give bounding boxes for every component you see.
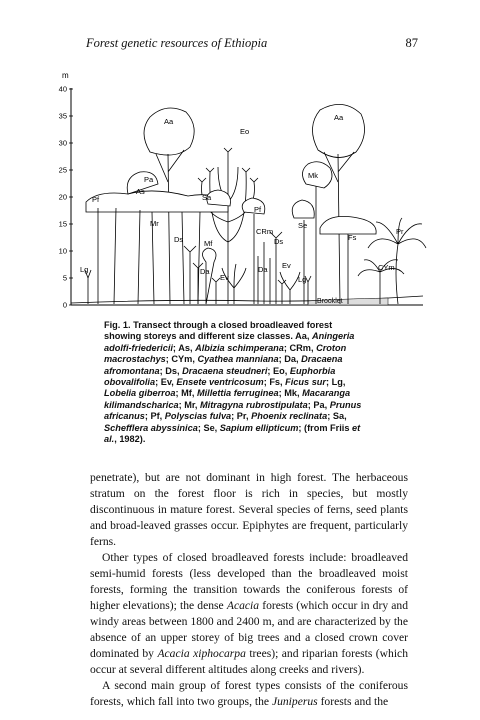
y-tick-label: 0	[62, 300, 67, 310]
legend-code: Mk,	[284, 388, 303, 399]
paragraph-3-part: A second main group of forest types consists of the coniferous forests, which fall into two groups, the	[90, 679, 408, 708]
y-tick-label: 15	[58, 219, 67, 229]
legend-code: Lg,	[331, 377, 346, 388]
paragraph-2-part: Other types of closed broadleaved forests include: broadleaved semi-humid forests (less developed than the broadleaved moist forests, forming the transition towards the coniferous forests of higher elevations); the dense	[90, 551, 408, 612]
paragraph-2	[90, 550, 408, 678]
canopy-trunks	[98, 208, 200, 304]
label-pa: Pa	[144, 175, 154, 184]
legend-species-name: Cyathea manniana	[197, 354, 279, 365]
label-da: Da	[200, 267, 210, 276]
ensete-right	[280, 272, 300, 304]
legend-species-name: Aningeria adolfi-friedericii	[104, 331, 355, 353]
legend-separator: ;	[178, 399, 185, 410]
label-ds: Ds	[174, 235, 184, 244]
transect-drawing	[58, 72, 430, 318]
trunk-aa-left	[156, 150, 184, 304]
legend-code: Da,	[284, 354, 302, 365]
legend-separator: ;	[175, 388, 182, 399]
lobelia-left	[85, 270, 91, 304]
y-tick-label: 25	[58, 165, 67, 175]
legend-code: Pr,	[236, 411, 252, 422]
legend-species-name: Dracaena steudneri	[182, 365, 268, 376]
legend-code: Sa,	[332, 411, 347, 422]
paragraph-3	[90, 678, 408, 710]
tree-mf	[202, 248, 216, 304]
paragraph-2-italic: Acacia	[226, 599, 260, 612]
label-sa: Sa	[202, 193, 212, 202]
label-da: Da	[258, 265, 268, 274]
legend-species-name: Lobelia giberroa	[104, 388, 176, 399]
y-tick-label: 20	[58, 192, 67, 202]
tree-fs	[320, 216, 376, 234]
label-se: Se	[298, 221, 308, 230]
paragraph-2-part: trees); and riparian forests (which occur at several different altitudes along creeks and rivers).	[90, 647, 408, 676]
legend-code: Mf,	[181, 388, 197, 399]
legend-code: Aa,	[295, 331, 312, 342]
caption-label: Fig. 1.	[104, 320, 131, 330]
tree-aa-left	[144, 108, 194, 155]
legend-species-name: Ficus sur	[285, 377, 326, 388]
label-pf: Pf	[92, 195, 100, 204]
legend-species-name: Euphorbia obovalifolia	[104, 365, 336, 388]
legend-species-name: Albizia schimperana	[195, 342, 284, 353]
caption-source-suffix: , 1982).	[114, 434, 146, 445]
label-lg: Lg	[80, 265, 89, 274]
caption-source-prefix: (from Friis	[304, 422, 353, 433]
legend-separator: ;	[159, 365, 166, 376]
legend-separator: ;	[155, 377, 161, 388]
label-lg: Lg	[298, 275, 307, 284]
label-mf: Mf	[204, 239, 213, 248]
caption-source-etal: et al.	[104, 422, 361, 445]
legend-code: Ev,	[160, 377, 177, 388]
label-mr: Mr	[150, 219, 159, 228]
legend-separator: ;	[165, 354, 172, 365]
legend-code: CYm,	[171, 354, 198, 365]
legend-separator: ;	[327, 411, 333, 422]
page-number: 87	[405, 36, 418, 50]
legend-species-name: Macaranga kilimandscharica	[104, 388, 351, 410]
y-axis-unit: m	[62, 72, 69, 80]
legend-code: Pf,	[150, 411, 165, 422]
legend-code: Pa,	[313, 399, 330, 410]
legend-separator: ;	[263, 377, 270, 388]
caption-intro: Transect through a closed broadleaved forest showing storeys and different size classes.	[104, 320, 333, 342]
label-aa: Aa	[334, 113, 344, 122]
legend-code: As,	[178, 342, 196, 353]
label-pf: Pf	[254, 205, 262, 214]
legend-separator: ;	[326, 377, 332, 388]
legend-separator: ;	[267, 365, 274, 376]
y-tick-label: 30	[58, 138, 67, 148]
legend-code: Mr,	[184, 399, 201, 410]
legend-species-name: Sapium ellipticum	[219, 422, 299, 433]
legend-species-name: Phoenix reclinata	[251, 411, 328, 422]
forest-transect-figure	[58, 72, 430, 318]
y-tick-label: 5	[62, 273, 67, 283]
label-mk: Mk	[308, 171, 318, 180]
legend-species-name: Ensete ventricosum	[176, 377, 264, 388]
legend-code: Eo,	[273, 365, 290, 376]
legend-species-name: Polyscias fulva	[164, 411, 232, 422]
label-eo: Eo	[240, 127, 250, 136]
label-pr: Pr	[396, 227, 404, 236]
page-header	[86, 36, 418, 52]
tree-se	[292, 200, 314, 218]
legend-separator: ;	[283, 342, 290, 353]
legend-species-name: Croton macrostachys	[104, 342, 347, 365]
legend-separator: ;	[278, 354, 285, 365]
legend-code: Fs,	[269, 377, 286, 388]
ensete-left	[222, 264, 246, 304]
legend-separator: ;	[298, 422, 305, 433]
paragraph-2-italic: Acacia xiphocarpa	[157, 647, 246, 660]
legend-code: Ds,	[165, 365, 183, 376]
y-tick-label: 40	[58, 84, 67, 94]
label-crm: CRm	[256, 227, 274, 236]
legend-code: Se,	[203, 422, 220, 433]
label-ds: Ds	[274, 237, 284, 246]
y-tick-label: 10	[58, 246, 67, 256]
legend-separator: ;	[144, 411, 151, 422]
legend-separator: ;	[172, 342, 179, 353]
y-tick-label: 35	[58, 111, 67, 121]
legend-separator: ;	[278, 388, 285, 399]
caption-legend	[104, 331, 361, 432]
label-aa: Aa	[164, 117, 174, 126]
paragraph-3-part: forests and the	[317, 695, 389, 708]
label-fs: Fs	[348, 233, 357, 242]
legend-species-name: Dracaena afromontana	[104, 354, 343, 376]
legend-species-name: Prunus africanus	[104, 399, 362, 422]
brooklet-label: Brooklet	[317, 298, 343, 305]
running-head: Forest genetic resources of Ethiopia	[86, 36, 268, 50]
label-cym: CYm	[378, 263, 395, 272]
paragraph-1: penetrate), but are not dominant in high forest. The herbaceous stratum on the forest floor is rich in species, but mostly discontinuous in mature forest. Several species of ferns, seed plants and broad-leaved grasses occur. Epiphytes are frequent, particularly ferns.	[90, 471, 408, 548]
legend-separator: ;	[197, 422, 204, 433]
paragraph-3-italic: Juniperus	[271, 695, 318, 708]
label-as: As	[136, 187, 145, 196]
legend-species-name: Schefflera abyssinica	[104, 422, 198, 433]
legend-species-name: Millettia ferruginea	[196, 388, 279, 399]
figure-caption	[104, 320, 372, 445]
label-ev: Ev	[282, 261, 291, 270]
body-text	[90, 470, 408, 710]
paragraph-2-part: forests (which occur in dry and windy areas between 1800 and 2400 m, and are characterized by the absence of an upper storey of big trees and a closed crown cover dominated by	[90, 599, 409, 660]
legend-code: CRm,	[289, 342, 317, 353]
label-ev: Ev	[220, 273, 229, 282]
legend-separator: ;	[231, 411, 237, 422]
legend-species-name: Mitragyna rubrostipulata	[200, 399, 308, 410]
legend-separator: ;	[307, 399, 314, 410]
